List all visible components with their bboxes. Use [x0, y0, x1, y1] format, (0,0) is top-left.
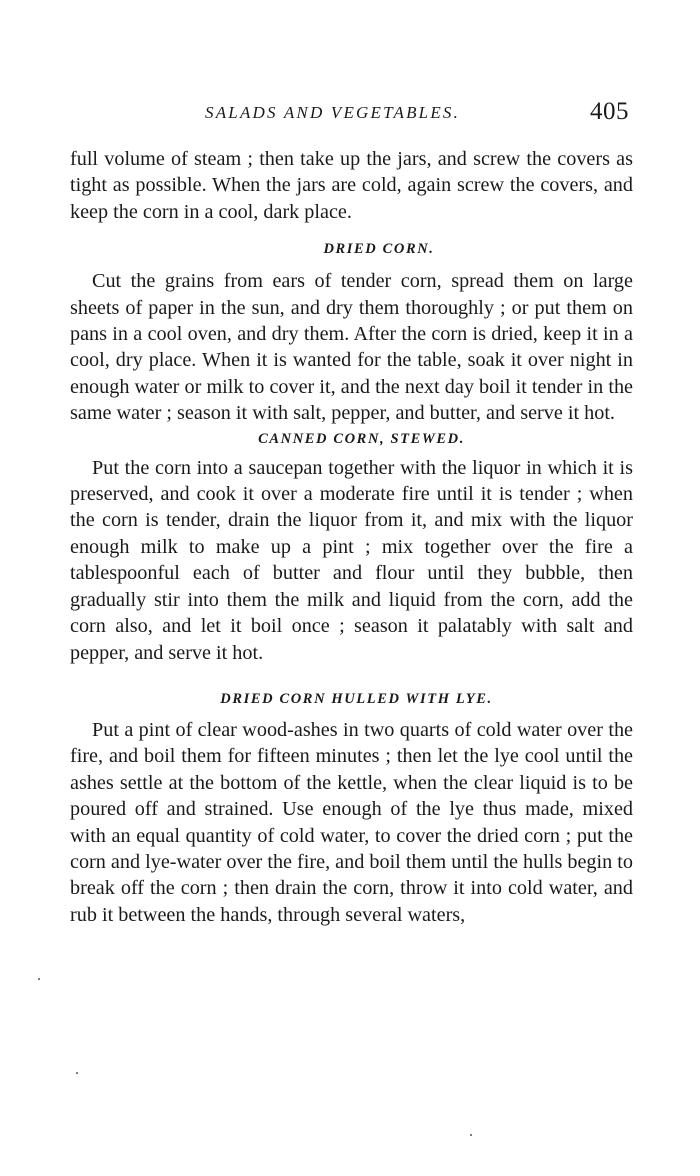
page-body	[70, 146, 633, 928]
paragraph-canned-corn-stewed: Put the corn into a saucepan together with the liquor in which it is preserved, and cook it over a moderate fire until it is tender ; when the corn is tender, drain the liquor from it, and mix with the liquor enough milk to make up a pint ; mix together over the fire a tablespoonful each of butter and flour until they bubble, then gradually stir into them the milk and liquid from the corn, add the corn also, and let it boil once ; season it palatably with salt and pepper, and serve it hot.	[70, 456, 633, 664]
paragraph-dried-corn-hulled-with-lye: Put a pint of clear wood-ashes in two quarts of cold water over the fire, and boil them for fifteen minutes ; then let the lye cool until the ashes settle at the bottom of the kettle, when the clear liquid is to be poured off and strained. Use enough of the lye thus made, mixed with an equal quantity of cold water, to cover the dried corn ; put the corn and lye-water over the fire, and boil them until the hulls begin to break off the corn ; then drain the corn, throw it into cold water, and rub it between the hands, through several waters,	[70, 718, 633, 926]
paragraph-continued: full volume of steam ; then take up the jars, and screw the covers as tight as possible. When the jars are cold, again screw the covers, and keep the corn in a cool, dark place.	[70, 148, 633, 223]
paper-speck	[38, 978, 40, 980]
heading-canned-corn-stewed: CANNED CORN, STEWED.	[258, 430, 465, 447]
heading-dried-corn-hulled-with-lye: DRIED CORN HULLED WITH LYE.	[220, 690, 493, 707]
paragraph-dried-corn: Cut the grains from ears of tender corn, spread them on large sheets of paper in the sun, and dry them thoroughly ; or put them on pans in a cool oven, and dry them. After the corn is dried, keep it in a cool, dry place. When it is wanted for the table, soak it over night in enough water or milk to cover it, and the next day boil it tender in the same water ; season it with salt, pepper, and butter, and serve it hot.	[70, 270, 633, 425]
paper-speck	[76, 1072, 78, 1074]
heading-dried-corn: DRIED CORN.	[323, 241, 435, 258]
running-head	[0, 98, 700, 133]
running-title: SALADS AND VEGETABLES.	[205, 103, 461, 122]
paper-speck	[470, 1134, 472, 1136]
page-number: 405	[590, 98, 629, 125]
